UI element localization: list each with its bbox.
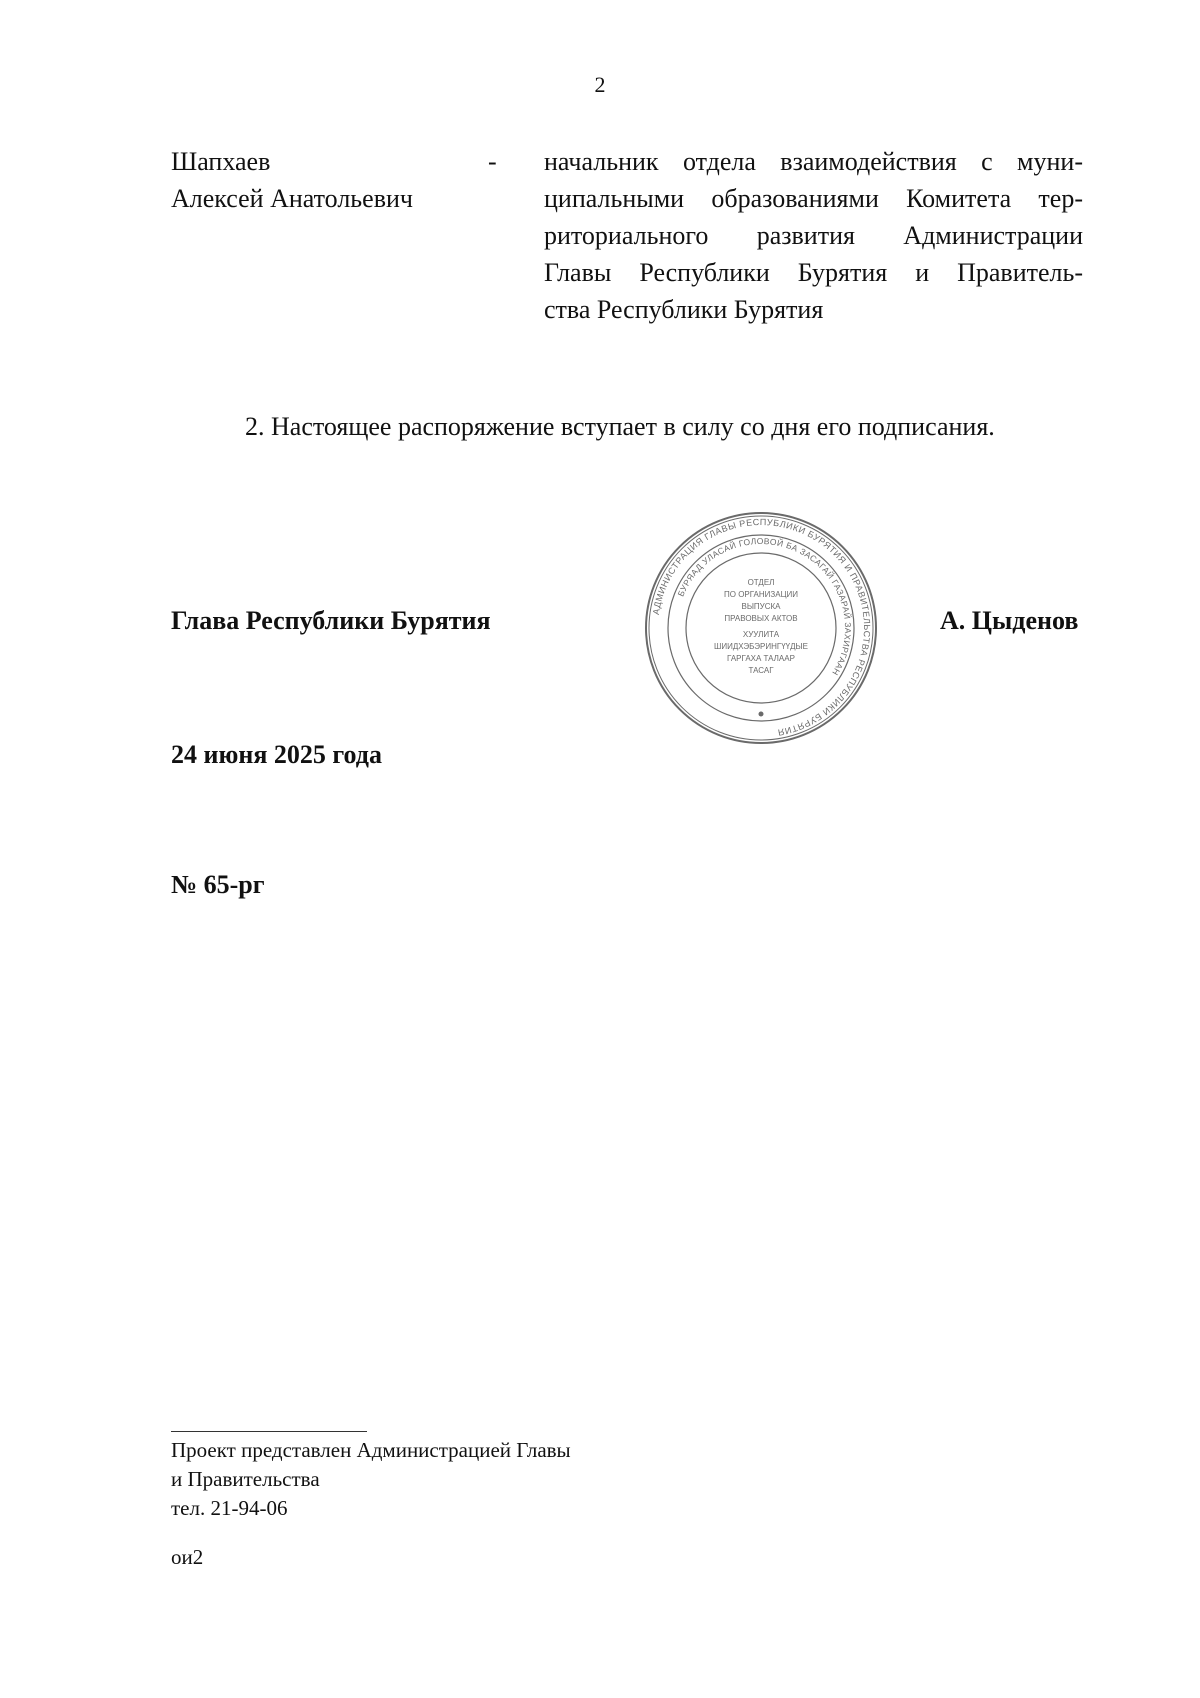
footnote-line: и Правительства — [171, 1467, 320, 1491]
member-position — [544, 143, 1083, 328]
footnote-line: Проект представлен Администрацией Главы — [171, 1438, 571, 1462]
member-surname: Шапхаев — [171, 147, 271, 176]
footnote-divider — [171, 1431, 367, 1432]
seal-center-line: ОТДЕЛ — [747, 578, 775, 587]
seal-center-line: ХУУЛИТА — [742, 630, 780, 639]
document-number: № 65-рг — [171, 870, 265, 899]
svg-text:АДМИНИСТРАЦИЯ ГЛАВЫ РЕСПУБЛИКИ — [651, 517, 872, 738]
member-name — [171, 143, 413, 217]
member-given-names: Алексей Анатольевич — [171, 184, 413, 213]
seal-dot — [759, 712, 764, 717]
seal-center-line: ТАСАГ — [748, 666, 774, 675]
position-line: Главы Республики Бурятия и Правитель- — [544, 258, 1083, 287]
footnote-line: тел. 21-94-06 — [171, 1496, 288, 1520]
official-seal — [644, 511, 878, 745]
position-line: ципальными образованиями Комитета тер- — [544, 184, 1083, 213]
signer-name: А. Цыденов — [940, 606, 1079, 635]
footnote — [171, 1436, 571, 1523]
seal-center-line: ГАРГАХА ТАЛААР — [727, 654, 795, 663]
seal-center-line: ПРАВОВЫХ АКТОВ — [724, 614, 798, 623]
position-line: риториального развития Администрации — [544, 221, 1083, 250]
position-line: ства Республики Бурятия — [544, 295, 824, 324]
signer-title: Глава Республики Бурятия — [171, 606, 491, 635]
page-number: 2 — [594, 72, 606, 97]
seal-outer-ring-text: АДМИНИСТРАЦИЯ ГЛАВЫ РЕСПУБЛИКИ БУРЯТИЯ И ПРАВИТЕЛЬСТВА РЕСПУБЛИКИ БУРЯТИЯ — [650, 516, 873, 738]
position-line: начальник отдела взаимодействия с муни- — [544, 147, 1083, 176]
executor-code: ои2 — [171, 1545, 204, 1569]
seal-center-line: ШИИДХЭБЭРИНГҮҮДЫЕ — [714, 642, 808, 651]
seal-center-line: ВЫПУСКА — [741, 602, 781, 611]
seal-center-line: ПО ОРГАНИЗАЦИИ — [724, 590, 798, 599]
clause-2: 2. Настоящее распоряжение вступает в силу со дня его подписания. — [245, 412, 995, 441]
member-dash: - — [488, 147, 497, 176]
seal-inner-ring-text: БУРЯАД УЛАСАЙ ГОЛОВОЙ БА ЗАСАГАЙ ГАЗАРАЙ ЗАХИРГААН — [675, 535, 854, 678]
document-date: 24 июня 2025 года — [171, 740, 382, 769]
